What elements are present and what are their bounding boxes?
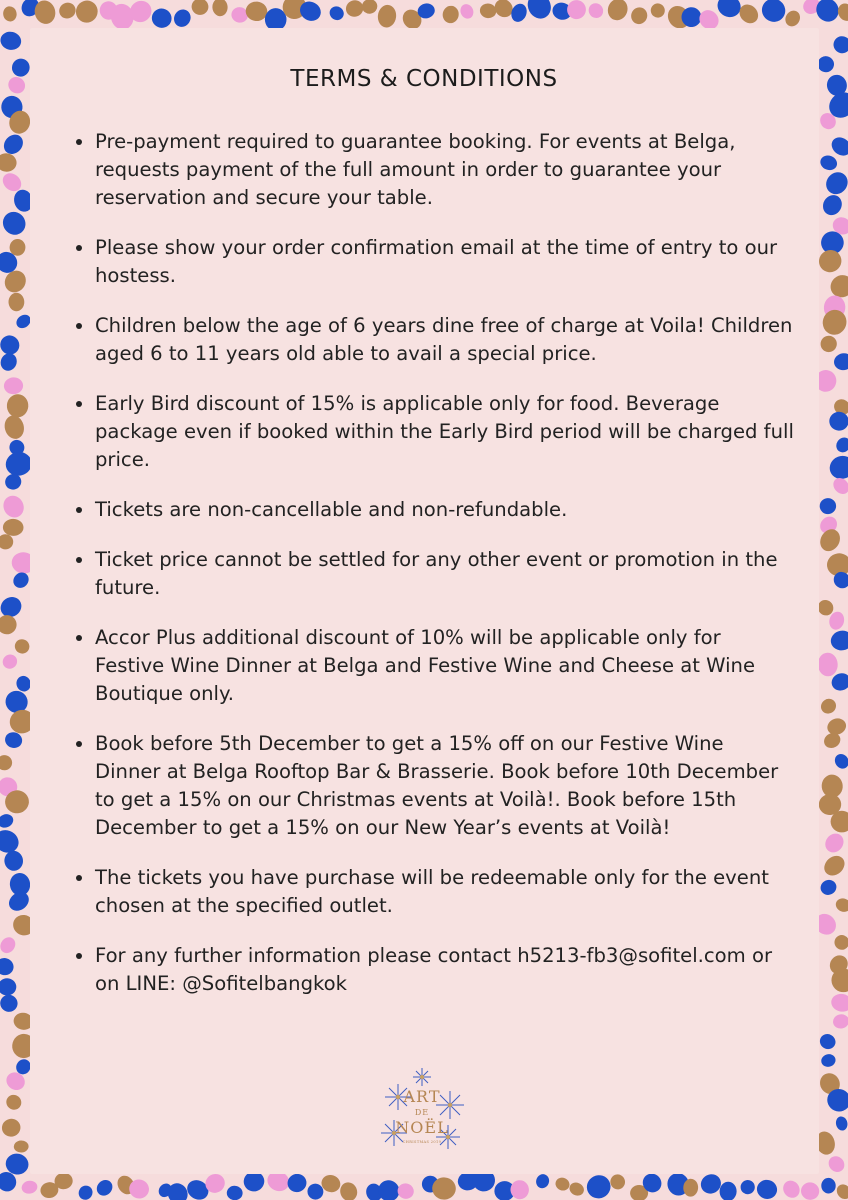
term-text: Children below the age of 6 years dine free of charge at Voila! Children aged 6 to 11 years old able to avail a special price. <box>95 314 793 365</box>
list-item <box>95 312 795 368</box>
decor-dot <box>816 526 844 555</box>
decor-dot <box>834 1182 848 1200</box>
bullet-icon <box>76 401 82 407</box>
decor-dot <box>377 4 398 29</box>
list-item <box>95 730 795 842</box>
logo-tagline: CHRISTMAS 2019 <box>402 1140 442 1144</box>
decor-dot <box>818 696 839 717</box>
bullet-icon <box>76 741 82 747</box>
decor-dot <box>629 5 650 26</box>
decor-dot <box>361 0 378 15</box>
decor-dot <box>13 1140 28 1153</box>
bullet-icon <box>76 323 82 329</box>
decor-dot <box>829 411 848 431</box>
decor-dot <box>338 1180 360 1200</box>
art-de-noel-logo <box>370 1063 474 1159</box>
decor-dot <box>212 0 228 17</box>
decor-dot <box>0 978 16 996</box>
decor-dot <box>0 1117 22 1139</box>
decor-dot <box>226 1185 243 1200</box>
list-item <box>95 546 795 602</box>
decor-dot <box>3 519 24 536</box>
page-title: TERMS & CONDITIONS <box>290 66 558 92</box>
decor-dot <box>534 1172 551 1190</box>
decor-dot <box>0 992 20 1014</box>
decor-dot <box>832 933 848 952</box>
decor-dot <box>783 8 803 29</box>
decor-dot <box>832 1013 848 1030</box>
decor-dot <box>757 0 790 27</box>
decor-dot <box>818 153 839 172</box>
decor-dot <box>815 246 846 277</box>
decor-dot <box>719 1181 737 1200</box>
decor-dot <box>56 0 78 21</box>
decor-dot <box>828 134 848 160</box>
decor-dot <box>76 1183 95 1200</box>
list-item <box>95 496 795 524</box>
decor-dot <box>2 5 18 22</box>
decor-dot <box>509 1 530 24</box>
bullet-icon <box>76 245 82 251</box>
decor-dot <box>190 0 210 16</box>
decor-dot <box>6 393 29 418</box>
decor-dot <box>0 934 18 956</box>
decor-dot <box>650 2 666 18</box>
decor-dot <box>8 293 24 312</box>
decor-dot <box>21 1179 39 1195</box>
decor-dot <box>458 2 475 20</box>
decor-dot <box>738 1177 758 1197</box>
decor-dot <box>817 1031 838 1052</box>
decor-dot <box>822 830 848 856</box>
decor-dot <box>0 812 15 830</box>
decor-dot <box>285 1171 309 1195</box>
list-item <box>95 390 795 474</box>
decor-dot <box>0 956 16 978</box>
term-text: Book before 5th December to get a 15% off on our Festive Wine Dinner at Belga Rooftop Bar & Brasserie. Book before 10th December to get a 15% on our Christmas events at Voilà!. Book before 15th December to get a 15% on our New Year’s events at Voilà! <box>95 732 779 839</box>
decor-dot <box>171 6 194 30</box>
decor-dot <box>833 435 848 455</box>
decor-dot <box>820 852 848 880</box>
decor-dot <box>819 498 836 515</box>
decor-dot <box>817 652 838 677</box>
decor-dot <box>609 1173 627 1191</box>
term-text: Ticket price cannot be settled for any other event or promotion in the future. <box>95 548 778 599</box>
decor-dot <box>605 0 631 23</box>
decor-dot <box>72 0 101 26</box>
terms-list <box>95 128 795 1020</box>
decor-dot <box>3 377 23 395</box>
decor-dot <box>583 1171 614 1200</box>
bullet-icon <box>76 139 82 145</box>
term-text: For any further information please contact h5213-fb3@sofitel.com or on LINE: @Sofitelbangkok <box>95 944 773 995</box>
logo-text-de: DE <box>414 1108 430 1117</box>
decor-dot <box>830 992 848 1013</box>
decor-dot <box>0 652 20 672</box>
bullet-icon <box>76 507 82 513</box>
decor-dot <box>2 413 26 441</box>
list-item <box>95 234 795 290</box>
decor-dot <box>825 1153 847 1175</box>
list-item <box>95 864 795 920</box>
decor-dot <box>826 452 848 482</box>
decor-dot <box>567 1180 586 1198</box>
decor-dot <box>12 637 32 656</box>
decor-dot <box>344 0 366 19</box>
decor-dot <box>829 629 848 652</box>
decor-dot <box>0 351 19 373</box>
decor-dot <box>3 1092 24 1113</box>
decor-dot <box>245 1 268 22</box>
term-text: Pre-payment required to guarantee booking. For events at Belga, requests payment of the full amount in order to guarantee your reservation and secure your table. <box>95 130 736 209</box>
list-item <box>95 942 795 998</box>
decor-dot <box>818 877 839 897</box>
logo-text-noel: NOËL <box>395 1118 449 1137</box>
decor-dot <box>780 1177 803 1200</box>
bullet-icon <box>76 953 82 959</box>
decor-dot <box>820 1052 837 1068</box>
decor-dot <box>0 534 13 550</box>
decor-dot <box>523 0 555 23</box>
term-text: The tickets you have purchase will be redeemable only for the event chosen at the specified outlet. <box>95 866 769 917</box>
term-text: Early Bird discount of 15% is applicable only for food. Beverage package even if booked within the Early Bird period will be charged full price. <box>95 392 794 471</box>
decor-dot <box>0 754 13 770</box>
decor-dot <box>0 207 30 239</box>
decor-dot <box>3 850 24 872</box>
decor-dot <box>554 1176 572 1193</box>
list-item <box>95 624 795 708</box>
decor-dot <box>327 4 346 23</box>
term-text: Tickets are non-cancellable and non-refundable. <box>95 498 568 521</box>
decor-dot <box>822 168 848 199</box>
decor-dot <box>0 152 18 174</box>
decor-dot <box>817 333 839 355</box>
decor-dot <box>819 192 845 219</box>
list-item <box>95 128 795 212</box>
decor-dot <box>441 5 460 25</box>
term-text: Please show your order confirmation email at the time of entry to our hostess. <box>95 236 778 287</box>
decor-dot <box>396 1181 416 1200</box>
decor-dot <box>821 1178 836 1194</box>
logo-text-art: ART <box>403 1087 441 1106</box>
decor-dot <box>834 896 848 914</box>
decor-dot <box>835 1115 848 1131</box>
decor-dot <box>832 751 848 771</box>
bullet-icon <box>76 635 82 641</box>
decor-dot <box>94 1177 116 1199</box>
term-text: Accor Plus additional discount of 10% will be applicable only for Festive Wine Dinner at Belga and Festive Wine and Cheese at Wine Boutique only. <box>95 626 756 705</box>
decor-dot <box>0 612 19 637</box>
bullet-icon <box>76 557 82 563</box>
decor-dot <box>0 492 27 521</box>
decor-dot <box>800 1181 821 1200</box>
bullet-icon <box>76 875 82 881</box>
decor-dot <box>586 0 606 20</box>
decor-dot <box>832 34 848 55</box>
decor-dot <box>0 30 23 52</box>
decor-dot <box>833 352 848 372</box>
decor-dot <box>755 1178 779 1200</box>
decor-dot <box>479 2 497 19</box>
